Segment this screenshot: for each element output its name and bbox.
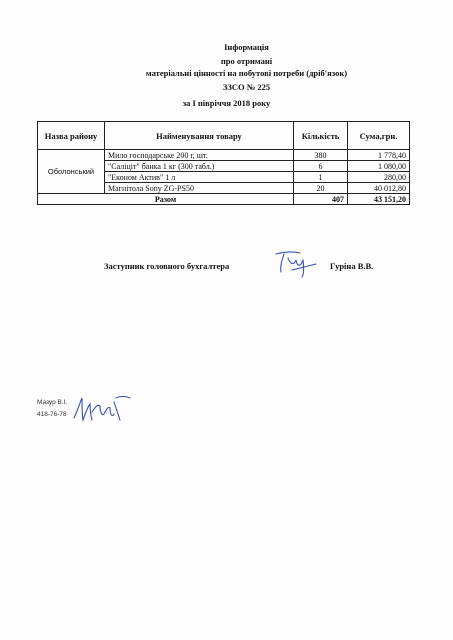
qty-cell: 380 bbox=[294, 150, 348, 161]
col-qty: Кількість bbox=[294, 122, 348, 150]
sum-cell: 280,00 bbox=[348, 172, 410, 183]
col-district: Назва району bbox=[38, 122, 105, 150]
table-row bbox=[38, 150, 410, 161]
item-cell: "Саліціт" банка 1 кг (300 табл.) bbox=[105, 161, 294, 172]
item-cell: "Економ Актив" 1 л bbox=[105, 172, 294, 183]
item-cell: Магнітола Sony ZG-PS50 bbox=[105, 183, 294, 194]
col-sum: Сума,грн. bbox=[348, 122, 410, 150]
col-item: Найменування товару bbox=[105, 122, 294, 150]
item-cell: Мило господарське 200 г, шт. bbox=[105, 150, 294, 161]
qty-cell: 20 bbox=[294, 183, 348, 194]
report-table bbox=[37, 121, 410, 205]
total-sum: 43 151,20 bbox=[348, 194, 410, 205]
school-name: ЗЗСО № 225 bbox=[222, 82, 271, 92]
doc-title: Інформація bbox=[224, 42, 269, 52]
qty-cell: 1 bbox=[294, 172, 348, 183]
sum-cell: 1 778,40 bbox=[348, 150, 410, 161]
total-row bbox=[38, 194, 410, 205]
doc-subtitle-1: про отримані bbox=[220, 56, 273, 66]
sum-cell: 40 012,80 bbox=[348, 183, 410, 194]
sum-cell: 1 080,00 bbox=[348, 161, 410, 172]
table-header-row bbox=[38, 122, 410, 150]
executor-name: Мазур В.І. bbox=[37, 399, 68, 406]
district-cell: Оболонський bbox=[38, 150, 105, 194]
period: за І півріччя 2018 року bbox=[182, 98, 271, 108]
signatory-position: Заступник головного бухгалтера bbox=[104, 261, 230, 271]
total-qty: 407 bbox=[294, 194, 348, 205]
signatory-name: Гуріна В.В. bbox=[330, 261, 374, 271]
executor-signature bbox=[70, 392, 132, 426]
executor-phone: 418-76-78 bbox=[37, 411, 67, 418]
qty-cell: 6 bbox=[294, 161, 348, 172]
handwritten-signature bbox=[270, 248, 320, 278]
doc-subtitle-2: матеріальні цінності на побутові потреби (дріб'язок) bbox=[145, 68, 348, 78]
total-label: Разом bbox=[38, 194, 294, 205]
